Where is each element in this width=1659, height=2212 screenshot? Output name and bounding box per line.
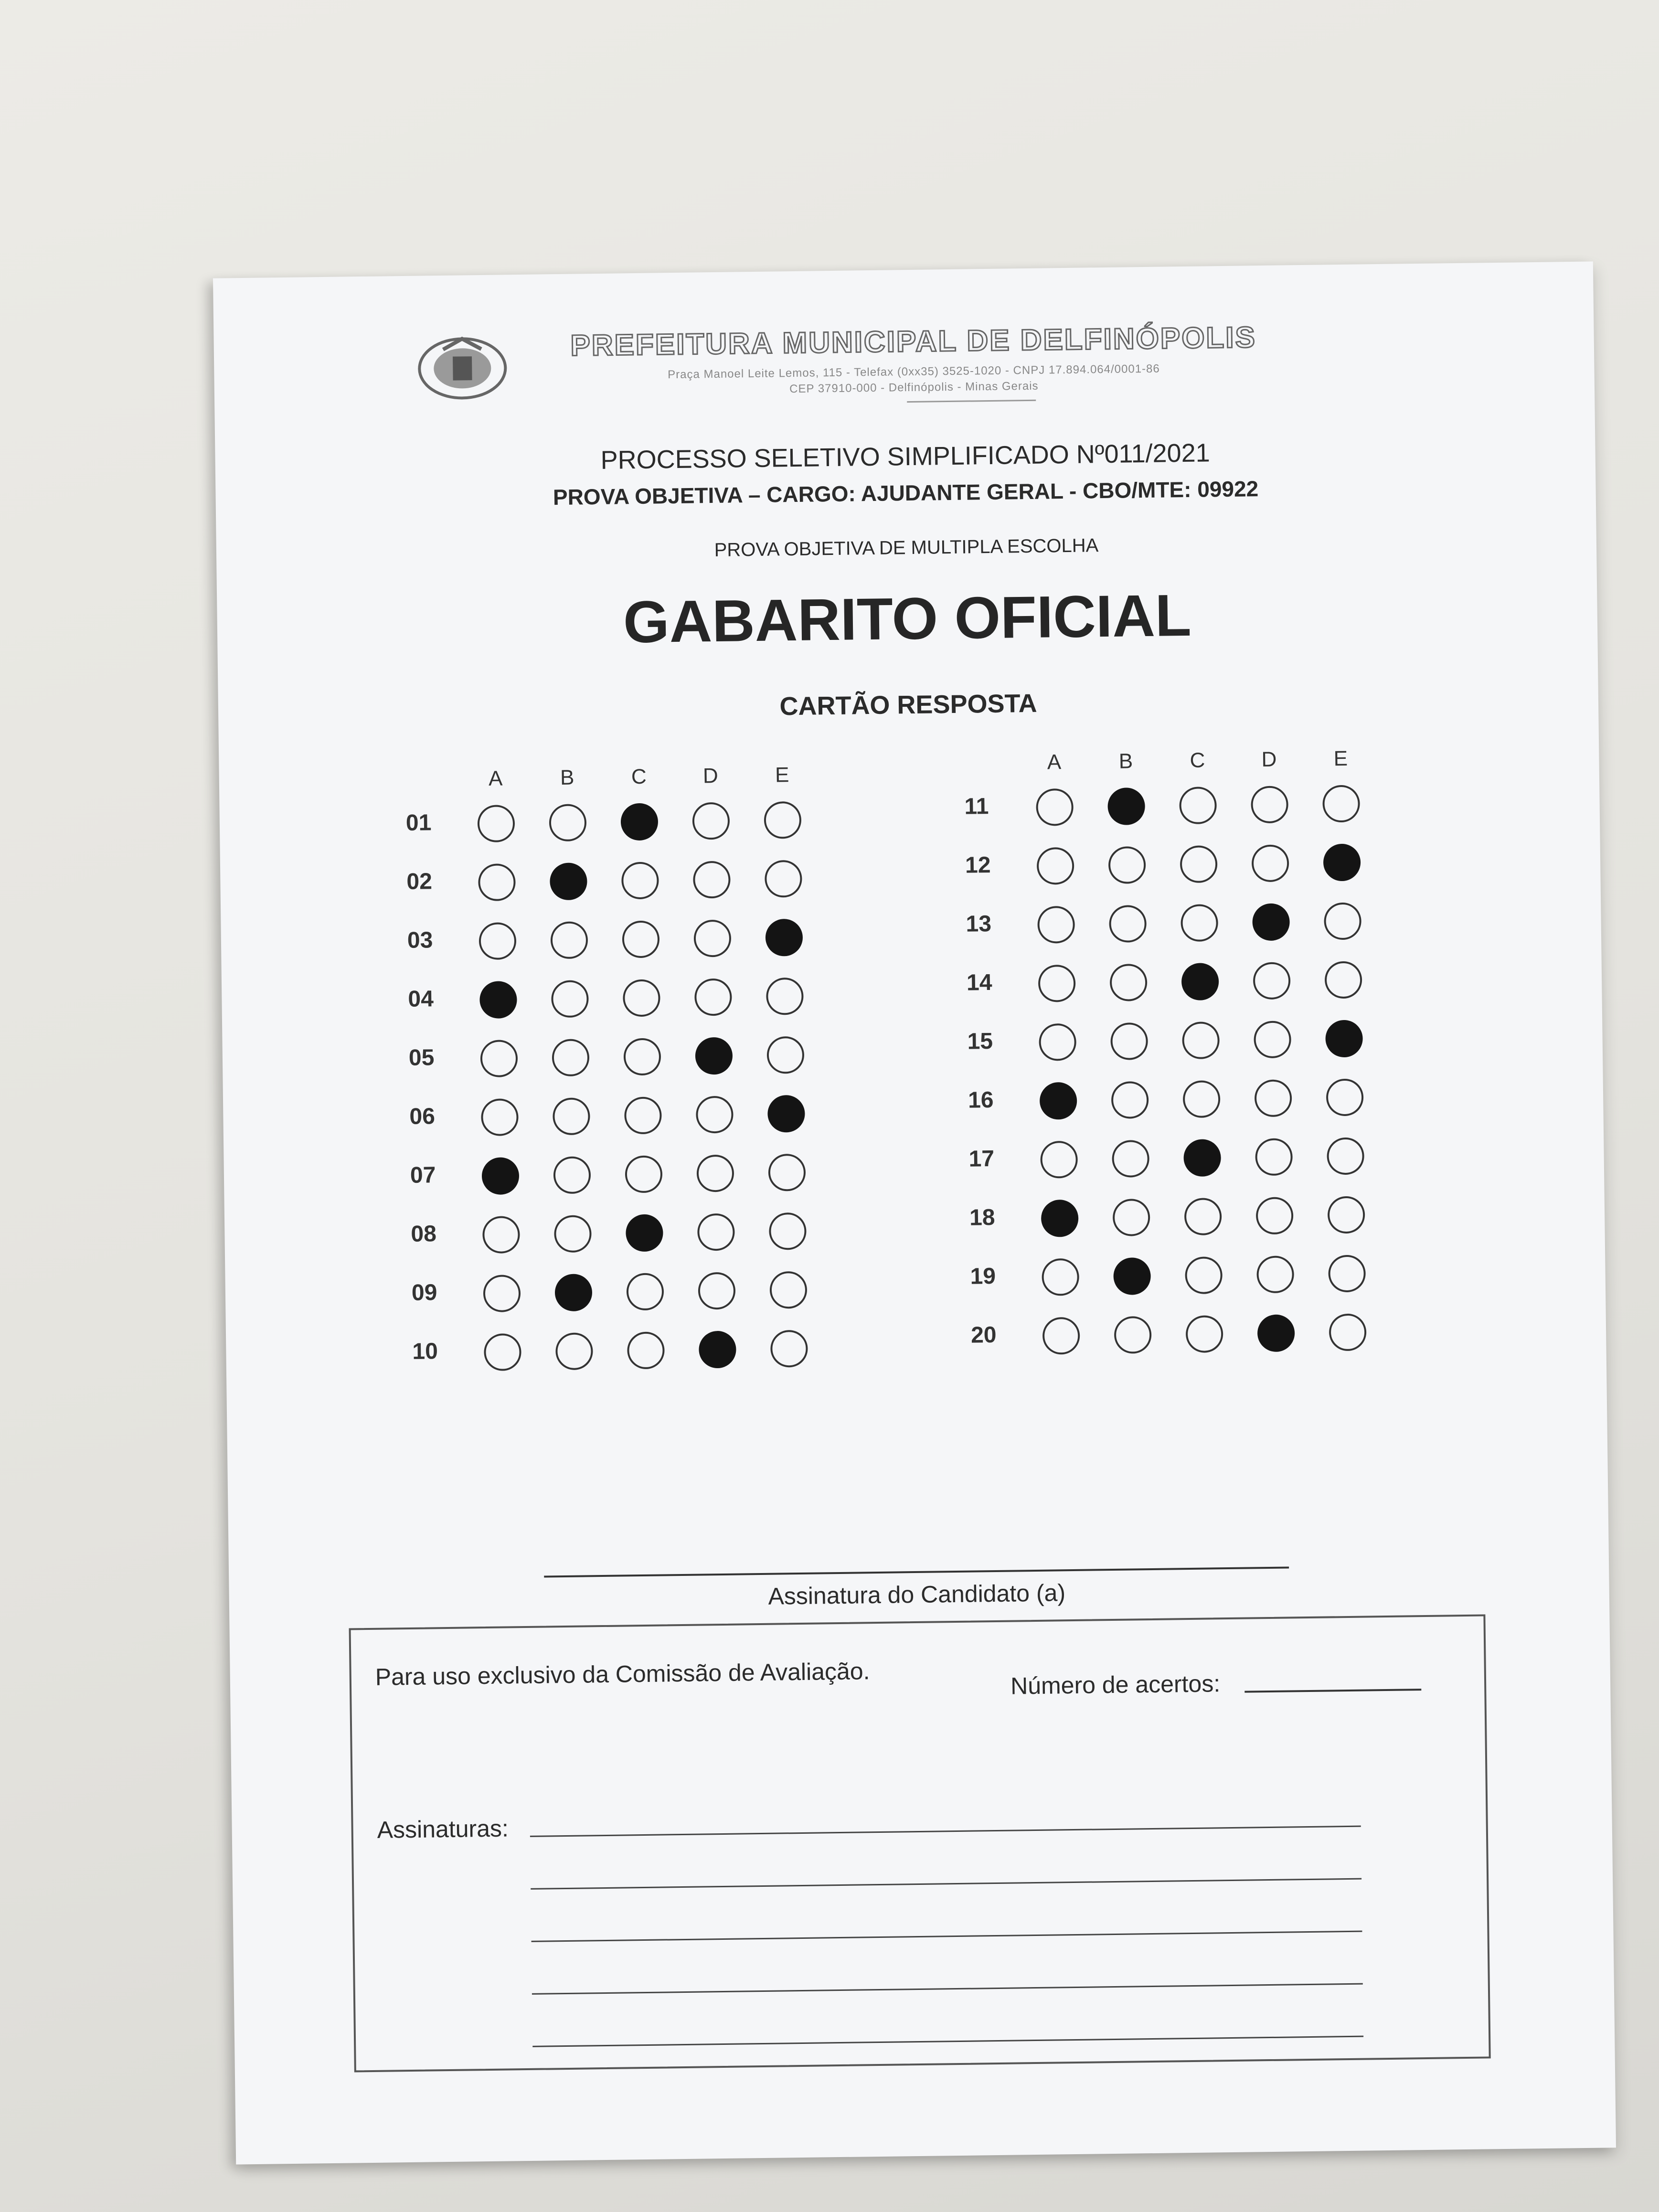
process-title: PROCESSO SELETIVO SIMPLIFICADO Nº011/2021 (600, 438, 1211, 475)
bubble-q06-e-filled (767, 1095, 805, 1133)
bubble-q14-b (1110, 964, 1148, 1001)
bubble-q20-b (1114, 1316, 1152, 1354)
bubble-q18-b (1113, 1199, 1150, 1236)
question-number: 11 (964, 794, 989, 819)
bubble-q15-d (1254, 1021, 1291, 1058)
bubble-q09-a (483, 1275, 521, 1312)
bubble-q19-a (1042, 1258, 1079, 1296)
bubble-q02-a (478, 863, 516, 901)
signature-line (532, 1983, 1363, 1995)
letterhead (414, 318, 1513, 426)
candidate-signature-line (544, 1566, 1289, 1577)
bubble-q13-e (1324, 903, 1361, 940)
bubble-q11-a (1036, 788, 1074, 826)
bubble-q15-a (1039, 1023, 1076, 1061)
bubble-q02-c (621, 861, 659, 899)
bubble-q04-a-filled (479, 981, 517, 1019)
bubble-q07-b (553, 1156, 591, 1194)
bubble-q13-a (1037, 906, 1075, 944)
bubble-q20-d-filled (1257, 1314, 1295, 1352)
bubble-q03-b (550, 921, 588, 959)
address-line-1: Praça Manoel Leite Lemos, 115 - Telefax (0xx35) 3525-1020 - CNPJ 17.894.064/0001-86 (667, 362, 1160, 382)
question-number: 19 (970, 1263, 996, 1289)
bubble-q07-a-filled (482, 1157, 520, 1195)
bubble-q10-b (555, 1332, 593, 1370)
bubble-q03-c (622, 920, 659, 958)
bubble-q12-a (1037, 847, 1074, 885)
bubble-q07-e (768, 1154, 806, 1191)
bubble-q08-a (482, 1216, 520, 1254)
header-rule (907, 400, 1036, 403)
bubble-q16-e (1326, 1078, 1364, 1116)
evaluation-title: Para uso exclusivo da Comissão de Avaliação. (375, 1658, 870, 1691)
bubble-q14-d (1253, 962, 1291, 1000)
option-header-b: B (560, 766, 574, 789)
main-title: GABARITO OFICIAL (623, 582, 1192, 656)
question-number: 18 (969, 1204, 995, 1231)
card-title: CARTÃO RESPOSTA (779, 689, 1037, 721)
bubble-q16-d (1255, 1079, 1292, 1117)
municipal-crest-icon (414, 330, 510, 402)
bubble-q10-d-filled (699, 1331, 736, 1369)
bubble-q11-b-filled (1107, 787, 1145, 825)
bubble-q18-a-filled (1041, 1200, 1079, 1237)
question-number: 15 (967, 1028, 993, 1054)
bubble-q14-a (1038, 965, 1076, 1002)
bubble-q15-b (1110, 1022, 1148, 1060)
bubble-q16-c (1183, 1080, 1221, 1118)
bubble-q03-e-filled (765, 919, 803, 957)
option-header-e: E (1333, 746, 1348, 771)
bubble-q13-c (1180, 904, 1218, 942)
question-number: 03 (407, 927, 433, 953)
bubble-q18-e (1328, 1196, 1365, 1234)
question-number: 14 (966, 969, 992, 996)
question-number: 08 (411, 1221, 437, 1247)
bubble-q13-d-filled (1252, 903, 1290, 941)
bubble-q02-e (765, 860, 802, 898)
bubble-q04-d (694, 978, 732, 1016)
bubble-q12-c (1180, 845, 1218, 883)
bubble-q11-d (1251, 786, 1288, 823)
bubble-q16-a-filled (1040, 1082, 1077, 1120)
bubble-q09-b-filled (555, 1274, 593, 1311)
bubble-q11-c (1179, 787, 1217, 824)
bubble-q09-e (769, 1271, 807, 1309)
option-header-e: E (775, 763, 789, 787)
bubble-q06-c (624, 1096, 662, 1134)
bubble-q05-a (480, 1040, 518, 1077)
question-number: 13 (966, 911, 992, 937)
bubble-q05-d-filled (695, 1037, 733, 1075)
bubble-q10-c (627, 1331, 665, 1369)
signature-line (532, 1931, 1362, 1942)
bubble-q19-c (1185, 1256, 1223, 1294)
option-header-c: C (631, 765, 647, 789)
question-number: 06 (409, 1104, 436, 1129)
correct-count-label: Número de acertos: (1010, 1670, 1221, 1700)
option-header-a: A (1047, 750, 1062, 774)
bubble-q10-a (484, 1333, 521, 1371)
bubble-q06-b (553, 1097, 590, 1135)
bubble-q01-d (692, 802, 730, 840)
bubble-q02-d (693, 861, 731, 899)
bubble-q17-a (1040, 1141, 1078, 1179)
bubble-q08-e (769, 1212, 807, 1250)
bubble-q19-b-filled (1113, 1257, 1151, 1295)
question-number: 12 (965, 852, 991, 878)
question-number: 01 (405, 810, 432, 836)
option-header-b: B (1118, 749, 1133, 773)
bubble-q04-b (551, 980, 589, 1018)
question-number: 07 (410, 1162, 436, 1188)
bubble-q19-e (1328, 1255, 1366, 1292)
bubble-q15-e-filled (1325, 1020, 1363, 1058)
signatures-label: Assinaturas: (377, 1815, 509, 1843)
bubble-q17-c-filled (1183, 1139, 1221, 1177)
bubble-q05-b (552, 1039, 589, 1076)
option-header-a: A (488, 766, 503, 790)
bubble-q03-d (693, 920, 731, 957)
bubble-q15-c (1182, 1021, 1220, 1059)
bubble-q01-c-filled (620, 803, 658, 841)
question-number: 16 (968, 1087, 994, 1113)
question-number: 17 (968, 1146, 995, 1172)
evaluation-box (349, 1614, 1491, 2072)
candidate-signature-label: Assinatura do Candidato (a) (768, 1579, 1066, 1610)
correct-count-field (1244, 1689, 1421, 1693)
bubble-q09-c (626, 1273, 664, 1310)
bubble-q04-e (766, 978, 804, 1015)
question-number: 09 (411, 1280, 437, 1306)
bubble-q02-b-filled (550, 862, 587, 900)
bubble-q07-d (696, 1155, 734, 1192)
bubble-q05-c (623, 1038, 661, 1075)
bubble-q16-b (1111, 1081, 1149, 1119)
bubble-q08-c-filled (626, 1214, 663, 1252)
bubble-q10-e (770, 1330, 808, 1368)
bubble-q20-a (1042, 1317, 1080, 1355)
exam-subtitle: PROVA OBJETIVA – CARGO: AJUDANTE GERAL - CBO/MTE: 09922 (553, 476, 1259, 510)
bubble-q01-a (477, 805, 515, 842)
address-line-2: CEP 37910-000 - Delfinópolis - Minas Gerais (789, 379, 1039, 396)
question-number: 05 (408, 1045, 435, 1071)
bubble-q13-b (1109, 905, 1147, 943)
bubble-q06-a (481, 1098, 519, 1136)
option-header-d: D (1261, 747, 1277, 772)
option-header-d: D (702, 764, 718, 788)
answer-sheet-paper (213, 261, 1616, 2164)
bubble-q12-d (1252, 844, 1289, 882)
bubble-q09-d (698, 1272, 735, 1310)
bubble-q19-d (1256, 1255, 1294, 1293)
question-number: 20 (970, 1322, 997, 1348)
bubble-q12-e-filled (1323, 844, 1361, 882)
bubble-q12-b (1108, 846, 1146, 884)
bubble-q11-e (1322, 785, 1360, 823)
bubble-q01-b (549, 804, 586, 841)
bubble-q06-d (696, 1096, 734, 1134)
signature-line (530, 1826, 1361, 1837)
bubble-q18-d (1256, 1197, 1294, 1234)
bubble-q05-e (766, 1036, 804, 1074)
bubble-q20-e (1329, 1313, 1367, 1351)
bubble-q07-c (625, 1155, 662, 1193)
question-number: 04 (408, 986, 434, 1012)
bubble-q17-b (1112, 1140, 1149, 1178)
question-number: 02 (406, 869, 433, 894)
bubble-q18-c (1184, 1198, 1222, 1235)
signature-line (532, 2036, 1363, 2047)
bubble-q14-e (1325, 961, 1362, 999)
bubble-q04-c (623, 979, 660, 1017)
bubble-q08-b (554, 1215, 592, 1253)
municipality-name: PREFEITURA MUNICIPAL DE DELFINÓPOLIS (570, 321, 1257, 362)
bubble-q08-d (697, 1213, 735, 1251)
bubble-q17-d (1255, 1138, 1293, 1176)
bubble-q14-c-filled (1181, 963, 1219, 1000)
exam-type: PROVA OBJETIVA DE MULTIPLA ESCOLHA (714, 535, 1099, 561)
option-header-c: C (1190, 748, 1205, 772)
bubble-q17-e (1327, 1137, 1364, 1175)
question-number: 10 (412, 1339, 438, 1364)
signature-line (531, 1878, 1361, 1890)
bubble-q03-a (479, 922, 517, 960)
bubble-q01-e (764, 801, 801, 839)
bubble-q20-c (1186, 1315, 1223, 1353)
